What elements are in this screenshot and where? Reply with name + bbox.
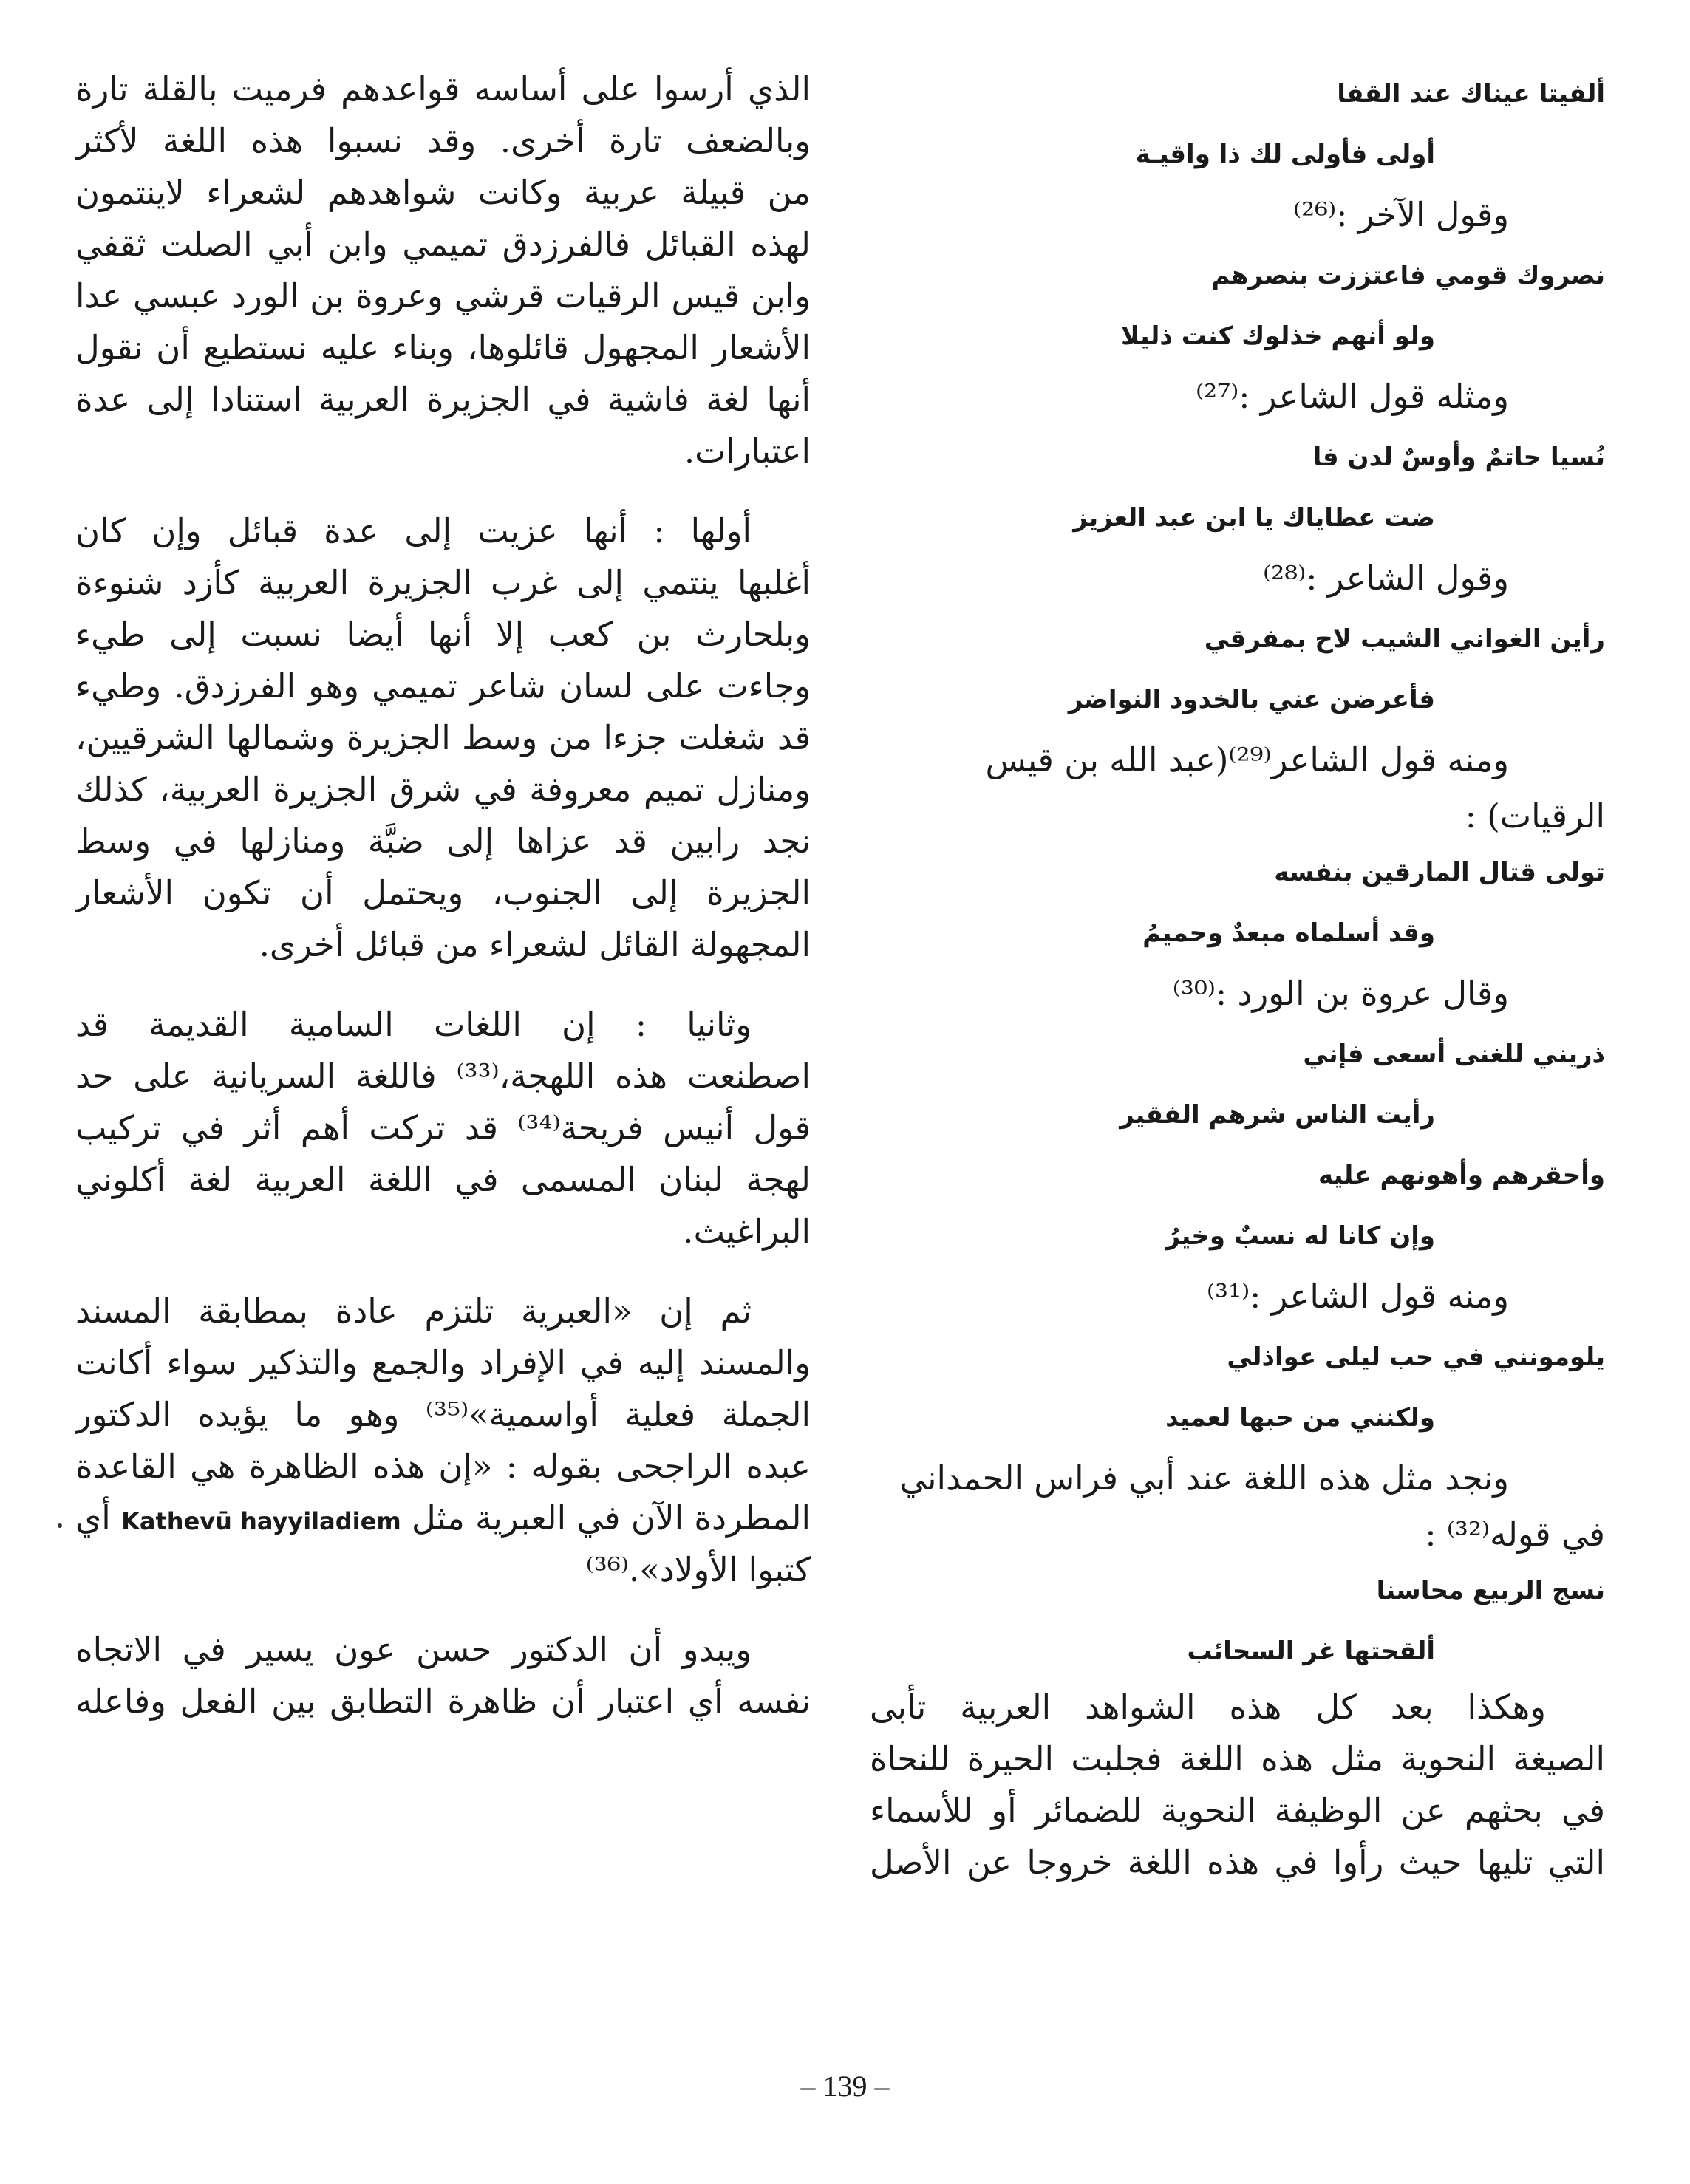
paragraph-last-line: اعتبارات. [684, 431, 811, 471]
latin-transliteration: Kathevū hayyiladiem [121, 1507, 401, 1535]
quotation-intro: ومنه قول الشاعر⁽²⁹⁾(عبد الله بن قيس [985, 740, 1509, 779]
quotation-intro: ونجد مثل هذه اللغة عند أبي فراس الحمداني [899, 1458, 1509, 1498]
verse-first-hemistich: ذريني للغنى أسعى فإني [1303, 1040, 1605, 1069]
paragraph-first-line: أولها : أنها عزيت إلى عدة قبائل وإن كان [75, 511, 752, 550]
paragraph-first-line: وهكذا بعد كل هذه الشواهد العربية تأبى [870, 1688, 1546, 1727]
verse-second-hemistich: وقد أسلماه مبعدٌ وحميمُ [1142, 918, 1435, 948]
quotation-intro: ومنه قول الشاعر :⁽³¹⁾ [1206, 1277, 1509, 1316]
margin-dot [58, 1523, 62, 1528]
paragraph-first-line: ثم إن «العبرية تلتزم عادة بمطابقة المسند [75, 1291, 752, 1331]
text-line: أنها لغة فاشية في الجزيرة العربية استنادا إلى عدة [75, 380, 811, 419]
paragraph-gap [75, 477, 811, 505]
text-line: وبلحارث بن كعب إلا أنها أيضا نسبت إلى طيء [75, 615, 811, 654]
text-segment: المطردة الآن في العبرية مثل [412, 1498, 811, 1538]
text-line: الجزيرة إلى الجنوب، ويحتمل أن تكون الأشعار [75, 873, 811, 912]
text-line: وبالضعف تارة أخرى. وقد نسبوا هذه اللغة لأكثر [75, 121, 811, 160]
text-line: أغلبها ينتمي إلى غرب الجزيرة العربية كأزد شنوءة [75, 563, 811, 602]
text-line: ومنازل تميم معروفة في شرق الجزيرة العربية، كذلك [75, 770, 811, 809]
page-number: – 139 – [800, 2069, 890, 2103]
verse-second-hemistich: وإن كانا له نسبٌ وخيرُ [1165, 1221, 1435, 1251]
quotation-intro: وقال عروة بن الورد :⁽³⁰⁾ [1172, 974, 1509, 1013]
verse-first-hemistich: وأحقرهم وأهونهم عليه [1318, 1161, 1605, 1190]
paragraph-last-line: الرقيات) : [1465, 796, 1605, 836]
verse-second-hemistich: أولى فأولى لك ذا واقيـة [1135, 140, 1435, 169]
text-line: من قبيلة عربية وكانت شواهدهم لشعراء لاينتمون [75, 173, 811, 212]
text-line: والمسند إليه في الإفراد والجمع والتذكير سواء أكانت [75, 1343, 811, 1382]
paragraph-gap [75, 971, 811, 999]
text-line: قول أنيس فريحة⁽³⁴⁾ قد تركت أهم أثر في تركيب [75, 1108, 811, 1147]
quotation-intro: وقول الآخر :⁽²⁶⁾ [1293, 195, 1509, 234]
verse-second-hemistich: فأعرضن عني بالخدود النواضر [1068, 685, 1435, 714]
quotation-intro: ومثله قول الشاعر :⁽²⁷⁾ [1196, 377, 1509, 416]
text-line: الذي أرسوا على أساسه قواعدهم فرميت بالقلة تارة [75, 69, 811, 109]
paragraph-gap [75, 1257, 811, 1286]
text-line: نجد رابين قد عزاها إلى ضبَّة ومنازلها في وسط [75, 822, 811, 861]
verse-first-hemistich: نصروك قومي فاعتززت بنصرهم [1211, 261, 1605, 290]
text-line: لهذه القبائل فالفرزدق تميمي وابن أبي الصلت ثقفي [75, 225, 811, 264]
text-line: وجاءت على لسان شاعر تميمي وهو الفرزدق. وطيء [75, 666, 811, 706]
verse-second-hemistich: ألقحتها غر السحائب [1187, 1637, 1435, 1666]
verse-second-hemistich: ولو أنهم خذلوك كنت ذليلا [1120, 321, 1435, 351]
paragraph-first-line: ويبدو أن الدكتور حسن عون يسير في الاتجاه [75, 1630, 752, 1669]
text-line: اصطنعت هذه اللهجة،⁽³³⁾ فاللغة السريانية على حد [75, 1057, 811, 1096]
paragraph-last-line: المجهولة القائل لشعراء من قبائل أخرى. [259, 925, 811, 964]
text-segment: أي [75, 1498, 111, 1538]
verse-first-hemistich: تولى قتال المارقين بنفسه [1274, 858, 1605, 887]
paragraph-first-line: وثانيا : إن اللغات السامية القديمة قد [75, 1005, 752, 1044]
text-line: نفسه أي اعتبار أن ظاهرة التطابق بين الفعل وفاعله [75, 1682, 811, 1721]
right-column [870, 64, 1605, 1888]
verse-second-hemistich: ولكنني من حبها لعميد [1165, 1403, 1435, 1433]
text-line: لهجة لبنان المسمى في اللغة العربية لغة أكلوني [75, 1160, 811, 1199]
text-line: عبده الراجحى بقوله : «إن هذه الظاهرة هي القاعدة [75, 1447, 811, 1486]
verse-first-hemistich: نسج الربيع محاسنا [1376, 1576, 1605, 1605]
paragraph-last-line: كتبوا الأولاد».⁽³⁶⁾ [585, 1550, 811, 1589]
verse-first-hemistich: رأين الغواني الشيب لاح بمفرقي [1204, 624, 1605, 654]
verse-second-hemistich: رأيت الناس شرهم الفقير [1120, 1100, 1435, 1130]
text-line: التي تليها حيث رأوا في هذه اللغة خروجا عن الأصل [870, 1843, 1605, 1882]
text-line: الأشعار المجهول قائلوها، وبناء عليه نستطيع أن نقول [75, 328, 811, 367]
paragraph-last-line: البراغيث. [683, 1212, 811, 1251]
text-line: الجملة فعلية أواسمية»⁽³⁵⁾ وهو ما يؤيده الدكتور [75, 1395, 811, 1434]
text-line: الصيغة النحوية مثل هذه اللغة فجلبت الحيرة للنحاة [870, 1739, 1605, 1778]
text-line: قد شغلت جزءا من وسط الجزيرة وشمالها الشرقيين، [75, 718, 811, 757]
verse-first-hemistich: يلومونني في حب ليلى عواذلي [1227, 1342, 1605, 1372]
paragraph-last-line: في قوله⁽³²⁾ : [1425, 1515, 1605, 1554]
paragraph-gap [75, 1596, 811, 1624]
verse-first-hemistich: نُسيا حاتمٌ وأوسٌ لدن فا [1312, 443, 1605, 472]
text-line: وابن قيس الرقيات قرشي وعروة بن الورد عبسي عدا [75, 276, 811, 315]
verse-first-hemistich: ألفيتا عيناك عند القفا [1337, 79, 1605, 109]
quotation-intro: وقول الشاعر :⁽²⁸⁾ [1263, 559, 1509, 598]
text-line: في بحثهم عن الوظيفة النحوية للضمائر أو للأسماء [870, 1791, 1605, 1830]
verse-second-hemistich: ضت عطاياك يا ابن عبد العزيز [1073, 503, 1435, 533]
left-column [75, 64, 811, 1727]
text-line [75, 1492, 811, 1544]
